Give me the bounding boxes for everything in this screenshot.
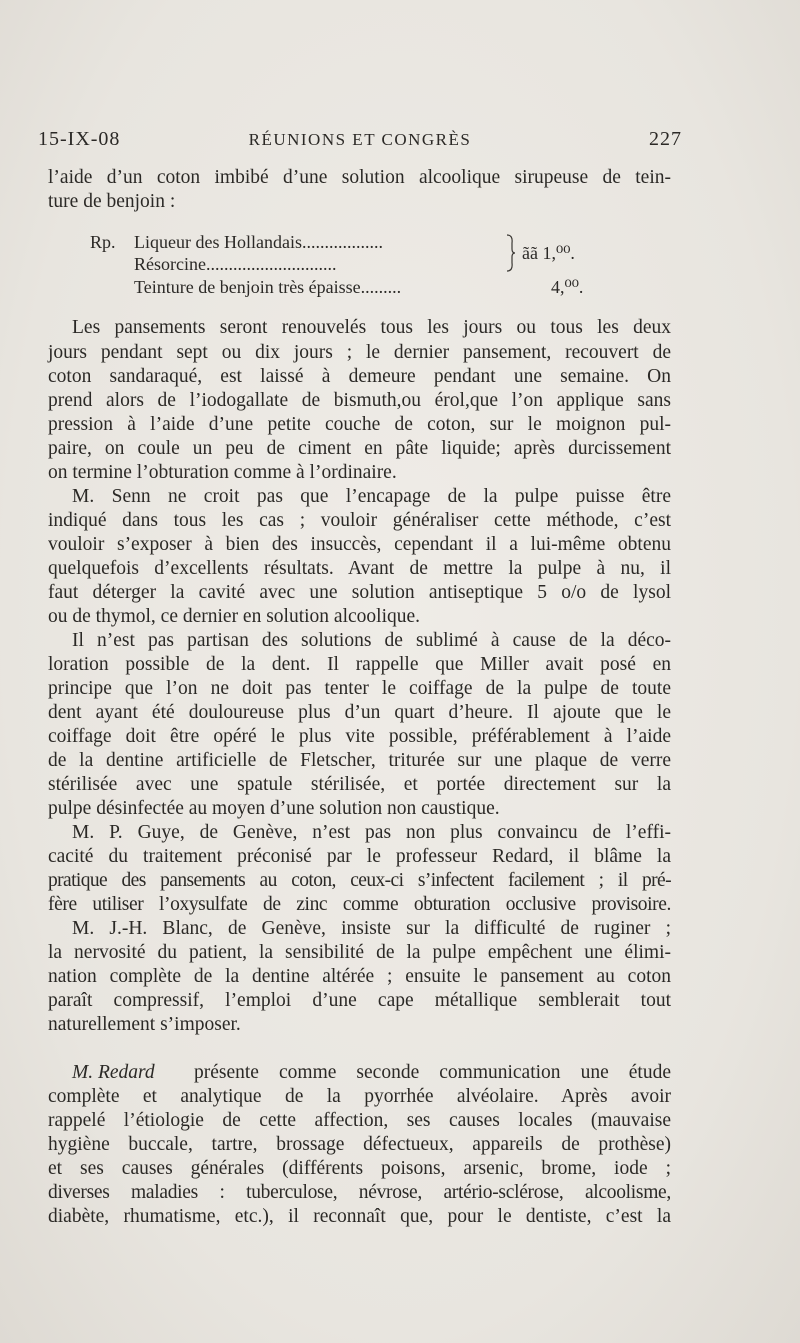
text-line: et ses causes générales (différents poisons, arsenic, brome, iode ; [48,1158,671,1179]
rx-dose: ãã 1,⁰⁰. [522,243,575,263]
text-line: principe que l’on ne doit pas tenter le coiffage de la pulpe de toute [48,678,671,699]
running-header [38,128,682,154]
text-line: M. J.-H. Blanc, de Genève, insiste sur la difficulté de ruginer ; [72,918,671,939]
text-line: M. P. Guye, de Genève, n’est pas non plus convaincu de l’effi- [72,822,671,843]
rx-label: Rp. [90,232,116,252]
rx-dose: 4,⁰⁰. [551,277,584,297]
text-line: prend alors de l’iodogallate de bismuth,ou érol,que l’on applique sans [48,390,671,411]
text-line: loration possible de la dent. Il rappelle que Miller avait posé en [48,654,671,675]
text-line: dent ayant été douloureuse plus d’un quart d’heure. Il ajoute que le [48,702,671,723]
text-line: rappelé l’étiologie de cette affection, ses causes locales (mauvaise [48,1110,671,1131]
text-line: de la dentine artificielle de Fletscher, triturée sur une plaque de verre [48,750,671,771]
brace-icon [505,233,517,273]
text-line: diabète, rhumatisme, etc.), il reconnaît que, pour le dentiste, c’est la [48,1206,671,1227]
rx-item: Teinture de benjoin très épaisse......... [134,277,402,297]
text-line: Il n’est pas partisan des solutions de sublimé à cause de la déco- [72,630,671,651]
text-line: Les pansements seront renouvelés tous les jours ou tous les deux [72,317,671,338]
text-line: M. Senn ne croit pas que l’encapage de la pulpe puisse être [72,486,671,507]
header-title: RÉUNIONS ET CONGRÈS [248,130,472,149]
text-line: complète et analytique de la pyorrhée alvéolaire. Après avoir [48,1086,671,1107]
text-line: paraît compressif, l’emploi d’une cape métallique semblerait tout [48,990,671,1011]
text-line: pratique des pansements au coton, ceux-ci s’infectent facilement ; il pré- [48,870,671,891]
text-line: paire, on coule un peu de ciment en pâte liquide; après durcissement [48,438,671,459]
text-line: vouloir s’exposer à bien des insuccès, cependant il a lui-même obtenu [48,534,671,555]
text-line: présente comme seconde communication une étude [194,1062,671,1083]
text-line [72,1061,155,1085]
text-line: pulpe désinfectée au moyen d’une solution non caustique. [48,798,500,819]
text-line: l’aide d’un coton imbibé d’une solution alcoolique sirupeuse de tein- [48,167,671,188]
text-line: nation complète de la dentine altérée ; ensuite le pansement au coton [48,966,671,987]
text-line: la nervosité du patient, la sensibilité de la pulpe empêchent une élimi- [48,942,671,963]
text-line: hygiène buccale, tartre, brossage défectueux, appareils de prothèse) [48,1134,671,1155]
text-line: coiffage doit être opéré le plus vite possible, préférablement à l’aide [48,726,671,747]
header-date: 15-IX-08 [38,128,121,150]
text-line: quelquefois d’excellents résultats. Avant de mettre la pulpe à nu, il [48,558,671,579]
rx-item: Liqueur des Hollandais.................. [134,232,383,252]
text-line: naturellement s’imposer. [48,1014,241,1035]
text-line: cacité du traitement préconisé par le professeur Redard, il blâme la [48,846,671,867]
page-number: 227 [649,128,682,150]
text-line: ou de thymol, ce dernier en solution alcoolique. [48,606,421,627]
text-line: fère utiliser l’oxysulfate de zinc comme obturation occlusive provisoire. [48,894,671,915]
text-line: faut déterger la cavité avec une solution antiseptique 5 o/o de lysol [48,582,671,603]
text-line: coton sandaraqué, est laissé à demeure pendant une semaine. On [48,366,671,387]
speaker-name: M. Redard [72,1062,155,1083]
text-line: on termine l’obturation comme à l’ordinaire. [48,462,397,483]
text-line: diverses maladies : tuberculose, névrose, artério-sclérose, alcoolisme, [48,1182,671,1203]
text-line: ture de benjoin : [48,191,176,212]
text-line: stérilisée avec une spatule stérilisée, et portée directement sur la [48,774,671,795]
text-line: indiqué dans tous les cas ; vouloir généraliser cette méthode, c’est [48,510,671,531]
rx-item: Résorcine............................. [134,254,337,274]
text-line: jours pendant sept ou dix jours ; le dernier pansement, recouvert de [48,342,671,363]
text-line: pression à l’aide d’une petite couche de coton, sur le moignon pul- [48,414,671,435]
